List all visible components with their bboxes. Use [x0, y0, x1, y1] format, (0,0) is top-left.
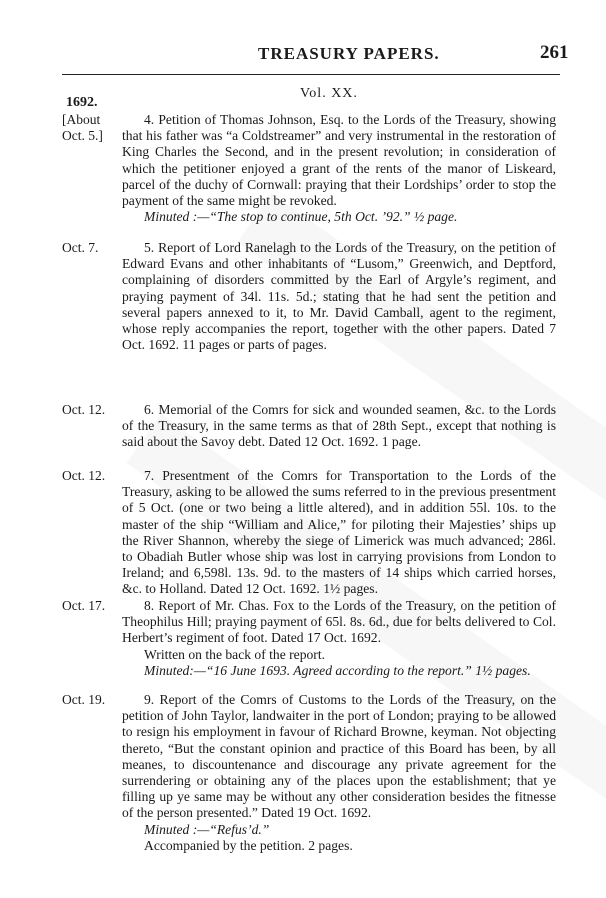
entry-text: 5. Report of Lord Ranelagh to the Lords of the Treasury, on the petition of Edward Evans and other inhabitants of “Lusom,” Greenwich, and Deptford, complaining of disorders committed by the Earl of Argyle’s regiment, and praying payment of 34l. 11s. 5d.; stating that he had sent the petition and several papers annexed to it, to Mr. David Camball, agent to the regiment, whose reply accompanies the report, together with the other papers. Dated 7 Oct. 1692. 11 pages or parts of pages.: [122, 240, 556, 353]
entry-minuted: Minuted:—“16 June 1693. Agreed according to the report.” 1½ pages.: [144, 662, 531, 678]
running-title: TREASURY PAPERS.: [258, 44, 440, 63]
year-label: 1692.: [66, 95, 98, 110]
entry-minuted: Minuted :—“The stop to continue, 5th Oct. ’92.” ½ page.: [144, 209, 458, 225]
entry-text: 7. Presentment of the Comrs for Transportation to the Lords of the Treasury, asking to be allowed the sums referred to in the previous presentment of 5 Oct. (one or two being a little altered), and in addition 55l. 10s. to the master of the ship “William and Alice,” for piloting their Majesties’ ships up the River Shannon, whereby the siege of Limerick was much advanced; 286l. to Obadiah Butler whose ship was lost in carrying provisions from London to Ireland; and 6,598l. 13s. 9d. to the masters of 14 ships which carried horses, &c. to Holland. Dated 12 Oct. 1692. 1½ pages.: [122, 468, 556, 597]
page-header: [0, 38, 606, 68]
entry-date: [About Oct. 5.]: [62, 112, 103, 143]
entry-date: Oct. 12.: [62, 402, 106, 417]
entry-date: Oct. 19.: [62, 692, 106, 707]
volume-label: Vol. XX.: [300, 86, 358, 101]
entry-minuted: Minuted :—“Refus’d.”: [144, 821, 270, 837]
entry-text: 8. Report of Mr. Chas. Fox to the Lords of the Treasury, on the petition of Theophilus Hill; praying payment of 65l. 8s. 6d., due for belts delivered to Col. Herbert’s regiment of foot. Dated 17 Oct. 1692. Written on the back of the report. Minuted:—“16 June 1693. Agreed according to the report.” 1½ pages.: [122, 598, 556, 678]
entry-date: Oct. 17.: [62, 598, 106, 613]
entry-text: 4. Petition of Thomas Johnson, Esq. to the Lords of the Treasury, showing that his father was “a Coldstreamer” and very instrumental in the restoration of King Charles the Second, and in the present revolution; in consideration of which the petitioner enjoyed a grant of the rents of the manor of Liskeard, parcel of the duchy of Cornwall: praying that their Lordships’ order to stop the payment of the same might be revoked. Minuted :—“The stop to continue, 5th Oct. ’92.” ½ page.: [122, 112, 556, 225]
entry-text: 9. Report of the Comrs of Customs to the Lords of the Treasury, on the petition of John Taylor, landwaiter in the port of London; praying to be allowed to resign his employment in favour of Richard Browne, keyman. Not objecting thereto, “But the constant opinion and practice of this Board has been, by all meanes, to discountenance and discourage any private agreement for the surrendering or obtaining any of the places upon the establishment; that ye filling up ye same may be without any other consideration besides the fitnesse of the person presented.” Dated 19 Oct. 1692. Minuted :—“Refus’d.” Accompanied by the petition. 2 pages.: [122, 692, 556, 853]
header-rule: [62, 74, 560, 75]
entry-date: Oct. 12.: [62, 468, 106, 483]
entry-note: Written on the back of the report.: [144, 646, 326, 662]
entry-date: Oct. 7.: [62, 240, 99, 255]
page-number: 261: [540, 42, 569, 63]
entry-note: Accompanied by the petition. 2 pages.: [144, 837, 353, 853]
entry-text: 6. Memorial of the Comrs for sick and wounded seamen, &c. to the Lords of the Treasury, in the same terms as that of 28th Sept., except that nothing is said about the Savoy debt. Dated 12 Oct. 1692. 1 page.: [122, 402, 556, 450]
